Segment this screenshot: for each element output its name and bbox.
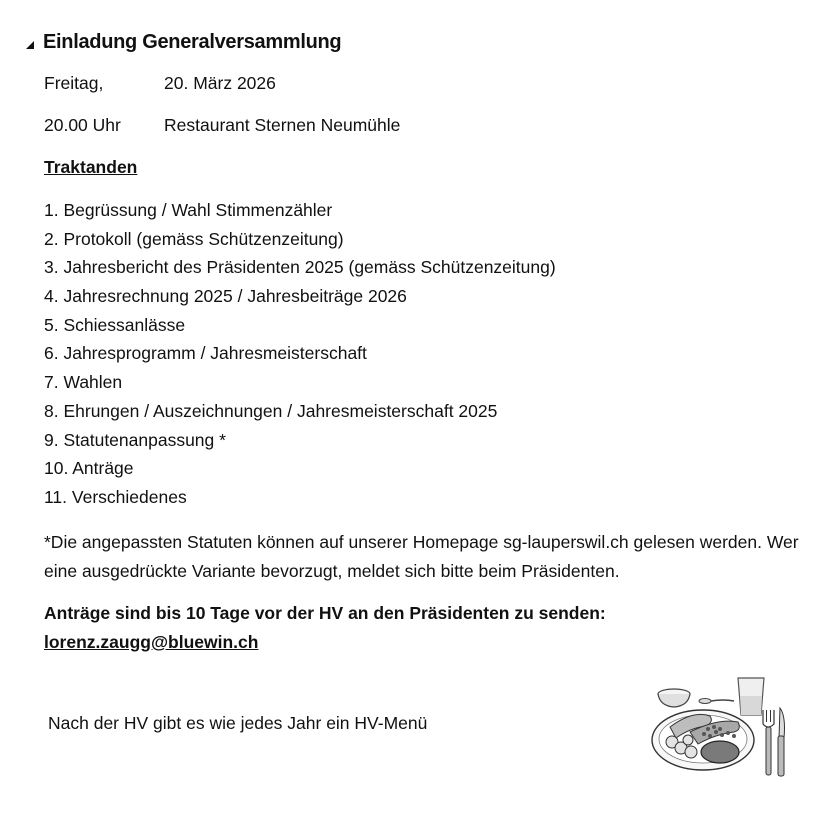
deadline-notice xyxy=(44,599,606,657)
agenda-item: 8. Ehrungen / Auszeichnungen / Jahresmeisterschaft 2025 xyxy=(44,400,498,421)
deadline-text: Anträge sind bis 10 Tage vor der HV an den Präsidenten zu senden: xyxy=(44,603,606,623)
time-location-row xyxy=(44,115,400,136)
statutes-note: *Die angepassten Statuten können auf unserer Homepage sg-lauperswil.ch gelesen werden. Wer eine ausgedrückte Variante bevorzugt, meldet sich bitte beim Präsidenten. xyxy=(44,532,799,581)
event-date: 20. März 2026 xyxy=(164,73,276,93)
agenda-item: 11. Verschiedenes xyxy=(44,486,187,507)
event-location: Restaurant Sternen Neumühle xyxy=(164,115,401,135)
collapse-triangle-icon[interactable] xyxy=(26,41,34,49)
meal-plate-illustration xyxy=(648,672,790,780)
menu-text: Nach der HV gibt es wie jedes Jahr ein HV-Menü xyxy=(48,713,428,733)
agenda-item: 7. Wahlen xyxy=(44,372,123,393)
day-label: Freitag, xyxy=(44,73,104,93)
agenda-item: 4. Jahresrechnung 2025 / Jahresbeiträge 2026 xyxy=(44,286,407,307)
agenda-heading: Traktanden xyxy=(44,157,138,177)
agenda-item: 10. Anträge xyxy=(44,458,134,479)
agenda-list xyxy=(44,199,556,515)
agenda-item: 9. Statutenanpassung * xyxy=(44,429,226,450)
time-label: 20.00 Uhr xyxy=(44,115,121,135)
agenda-item: 2. Protokoll (gemäss Schützenzeitung) xyxy=(44,228,344,249)
agenda-item: 3. Jahresbericht des Präsidenten 2025 (gemäss Schützenzeitung) xyxy=(44,257,556,278)
section-header[interactable] xyxy=(26,31,341,54)
section-title: Einladung Generalversammlung xyxy=(43,31,342,53)
date-row xyxy=(44,73,276,94)
agenda-item: 5. Schiessanlässe xyxy=(44,314,186,335)
email-link[interactable]: lorenz.zaugg@bluewin.ch xyxy=(44,632,259,652)
agenda-item: 6. Jahresprogramm / Jahresmeisterschaft xyxy=(44,343,367,364)
agenda-item: 1. Begrüssung / Wahl Stimmenzähler xyxy=(44,200,333,220)
